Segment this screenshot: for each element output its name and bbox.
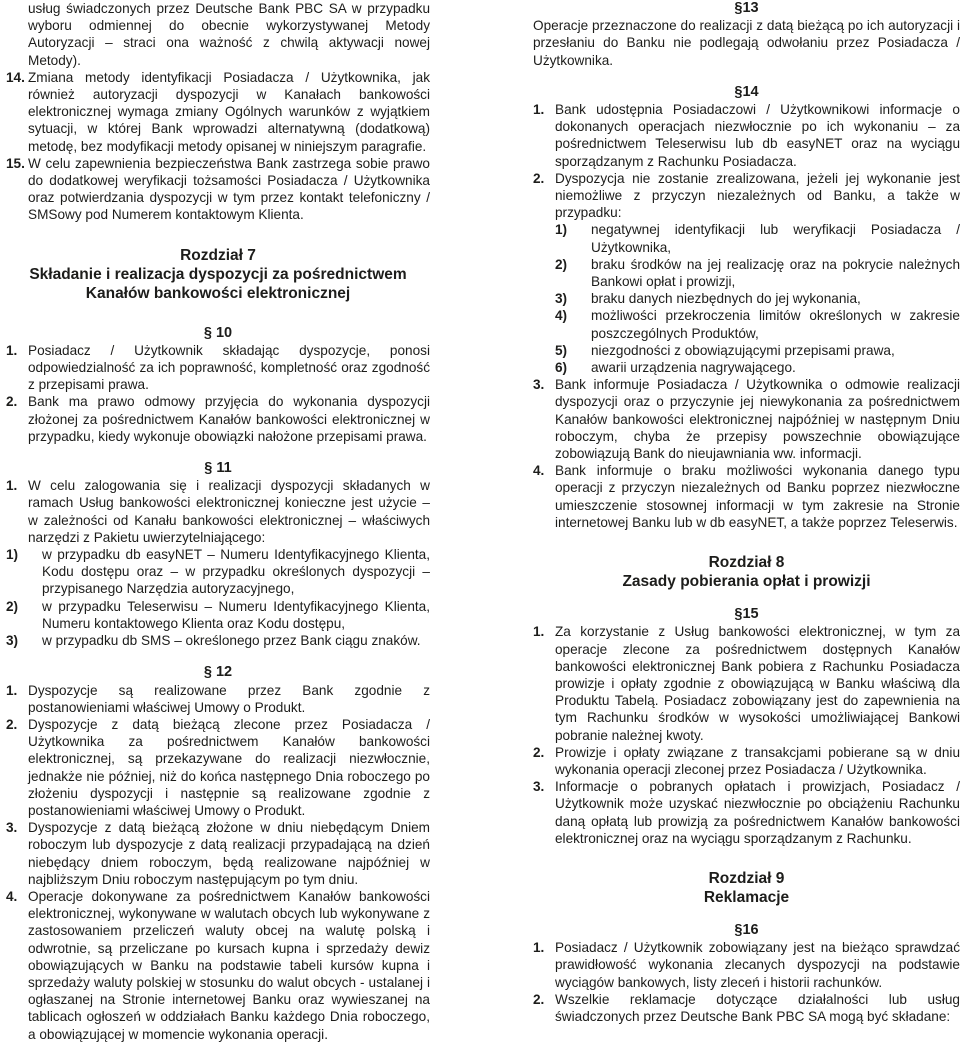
list-item: 1. Bank udostępnia Posiadaczowi / Użytkownikowi informacje o dokonanych operacjach niezwłocznie po ich wykonaniu – za pośrednictwem Teleserwisu lub db easyNET oraz na wyciągu sporządzanym z Rachunku Posiadacza.	[533, 102, 960, 169]
chapter-9-title: Reklamacje	[703, 888, 790, 906]
section-15-heading: §15	[734, 606, 759, 623]
list-item: 4. Bank informuje o braku możliwości wykonania danego typu operacji z przyczyn niezależnych od Banku poprzez niezwłoczne umieszczenie stosownej informacji w tym zakresie na Stronie internetowej Banku lub w db easyNET, a także poprzez Teleserwis.	[533, 463, 960, 530]
list-item: 2. Prowizje i opłaty związane z transakcjami pobierane są w dniu wykonania operacji zleconej przez Posiadacza / Użytkownika.	[533, 744, 960, 777]
chapter-7-title-line-1: Składanie i realizacja dyspozycji za pośrednictwem	[29, 265, 407, 283]
sub-list-item: 3) braku danych niezbędnych do jej wykonania,	[555, 291, 861, 307]
continuation-text: usług świadczonych przez Deutsche Bank PBC SA w przypadku wyboru odmiennej do obecnie wykorzystywanej Metody Autoryzacji – straci ona ważność z chwilą aktywacji nowej Metody).	[28, 1, 430, 68]
list-item: 1. Posiadacz / Użytkownik składając dyspozycje, ponosi odpowiedzialność za ich poprawność, kompletność oraz zgodność z przepisami prawa.	[6, 342, 430, 393]
chapter-8-title: Zasady pobierania opłat i prowizji	[622, 573, 871, 591]
sub-list-item: 6) awarii urządzenia nagrywającego.	[555, 360, 796, 376]
section-13-text: Operacje przeznaczone do realizacji z datą bieżącą po ich autoryzacji i przesłaniu do Banku nie podlegają odwołaniu przez Posiadacza / Użytkownika.	[533, 18, 960, 68]
section-11-heading: § 11	[204, 460, 232, 477]
right-column	[533, 0, 960, 1025]
sub-list-item: 2) w przypadku Teleserwisu – Numeru Identyfikacyjnego Klienta, Numeru kontaktowego Klienta oraz Kodu dostępu,	[6, 598, 430, 631]
chapter-8-number: Rozdział 8	[708, 554, 785, 572]
list-item-14: 14. Zmiana metody identyfikacji Posiadacza / Użytkownika, jak również autoryzacji dyspozycji w Kanałach bankowości elektronicznej wymaga zmiany Ogólnych warunków z wyjątkiem sytuacji, w której Bank wprowadzi alternatywną (dodatkową) metodę, bez modyfikacji metody opisanej w niniejszym paragrafie.	[6, 69, 430, 154]
list-item: 2. Dyspozycje z datą bieżącą zlecone przez Posiadacza / Użytkownika za pośrednictwem Kanałów bankowości elektronicznej, są przekazywane do realizacji niezwłocznie, jednakże nie później, niż do końca następnego Dnia roboczego po złożeniu dyspozycji i następnie są realizowane zgodnie z postanowieniami właściwej Umowy o Produkt.	[6, 716, 430, 818]
list-item: 3. Dyspozycje z datą bieżącą złożone w dniu niebędącym Dniem roboczym lub dyspozycje z datą realizacji przypadającą na dzień niebędący dniem roboczym, będą realizowane najpóźniej w najbliższym Dniu roboczym następującym po tym dniu.	[6, 820, 430, 887]
sub-list-item: 1) w przypadku db easyNET – Numeru Identyfikacyjnego Klienta, Kodu dostępu oraz – w przypadku określonych dyspozycji – przypisanego Narzędzia autoryzacyjnego,	[6, 547, 430, 597]
chapter-7-number: Rozdział 7	[180, 246, 256, 264]
sub-list-item: 4) możliwości przekroczenia limitów określonych w zakresie poszczególnych Produktów,	[555, 308, 960, 341]
section-13-heading: §13	[734, 0, 759, 16]
list-item: 1. Posiadacz / Użytkownik zobowiązany jest na bieżąco sprawdzać prawidłowość wykonania zlecanych dyspozycji na podstawie wyciągów bankowych, listy zleceń i historii rachunków.	[533, 940, 960, 990]
list-item: 3. Informacje o pobranych opłatach i prowizjach, Posiadacz / Użytkownik może uzyskać niezwłocznie po obciążeniu Rachunku daną opłatą lub prowizją za pośrednictwem Kanałów bankowości elektronicznej oraz na wyciągu sporządzanym z Rachunku.	[533, 779, 960, 846]
sub-list-item: 2) braku środków na jej realizację oraz na pokrycie należnych Bankowi opłat i prowizji,	[555, 256, 960, 290]
list-item-15: 15. W celu zapewnienia bezpieczeństwa Bank zastrzega sobie prawo do dodatkowej weryfikacji tożsamości Posiadacza / Użytkownika oraz potwierdzania dyspozycji w tym przez kontakt telefoniczny / SMSowy pod Numerem kontaktowym Klienta.	[6, 155, 430, 223]
list-item: 2. Wszelkie reklamacje dotyczące działalności lub usług świadczonych przez Deutsche Bank PBC SA mogą być składane:	[533, 991, 960, 1024]
sub-list-item: 3) w przypadku db SMS – określonego przez Bank ciągu znaków.	[6, 633, 421, 649]
list-item: 1. Za korzystanie z Usług bankowości elektronicznej, w tym za operacje zlecone za pośrednictwem dostępnych Kanałów bankowości elektronicznej Bank pobiera z Rachunku Posiadacza prowizje i opłaty zgodnie z obowiązującą w Banku właściwą dla Produktu Tabelą. Posiadacz zobowiązany jest do zapewnienia na tym Rachunku środków w wysokości umożliwiającej Bankowi pobranie należnej kwoty.	[533, 624, 960, 743]
section-16-heading: §16	[734, 921, 759, 938]
list-item: 1. W celu zalogowania się i realizacji dyspozycji składanych w ramach Usług bankowości elektronicznej konieczne jest użycie – w zależności od Kanału bankowości elektronicznej – właściwych narzędzi z Pakietu uwierzytelniającego:	[6, 478, 430, 545]
list-item: 4. Operacje dokonywane za pośrednictwem Kanałów bankowości elektronicznej, wykonywane w walutach obcych lub wykonywane z zastosowaniem przeliczeń waluty obcej na walutę polską i odwrotnie, są przeliczane po kursach kupna i sprzedaży dewiz obowiązujących w Banku na podstawie tabeli kursów kupna i sprzedaży waluty polskiej w stosunku do walut obcych - ustalanej i ogłaszanej na Stronie internetowej Banku oraz wywieszanej na tablicach ogłoszeń w oddziałach Banku każdego Dnia roboczego, a obowiązującej w momencie wykonania operacji.	[6, 888, 430, 1042]
chapter-7-title-line-2: Kanałów bankowości elektronicznej	[85, 284, 351, 302]
section-10-heading: § 10	[203, 324, 233, 341]
list-item: 2. Bank ma prawo odmowy przyjęcia do wykonania dyspozycji złożonej za pośrednictwem Kanałów bankowości elektronicznej w przypadku, kiedy wykonuje obowiązki nałożone przepisami prawa.	[6, 394, 430, 444]
chapter-9-number: Rozdział 9	[708, 869, 785, 887]
section-12-heading: § 12	[203, 664, 233, 681]
sub-list-item: 1) negatywnej identyfikacji lub weryfikacji Posiadacza / Użytkownika,	[555, 222, 960, 255]
list-item: 3. Bank informuje Posiadacza / Użytkownika o odmowie realizacji dyspozycji oraz o przyczynie jej niewykonania za pośrednictwem Kanałów bankowości elektronicznej najpóźniej w następnym Dniu roboczym, chyba że przepisy powszechnie obowiązujące zobowiązują Bank do nieujawniania ww. informacji.	[533, 377, 960, 462]
left-column	[6, 0, 430, 1043]
list-item: 1. Dyspozycje są realizowane przez Bank zgodnie z postanowieniami właściwej Umowy o Produkt.	[6, 682, 430, 715]
list-item: 2. Dyspozycja nie zostanie zrealizowana, jeżeli jej wykonanie jest niemożliwe z przyczyn niezależnych od Banku, a także w przypadku:	[533, 170, 960, 221]
section-14-heading: §14	[734, 83, 759, 100]
sub-list-item: 5) niezgodności z obowiązującymi przepisami prawa,	[555, 342, 895, 358]
